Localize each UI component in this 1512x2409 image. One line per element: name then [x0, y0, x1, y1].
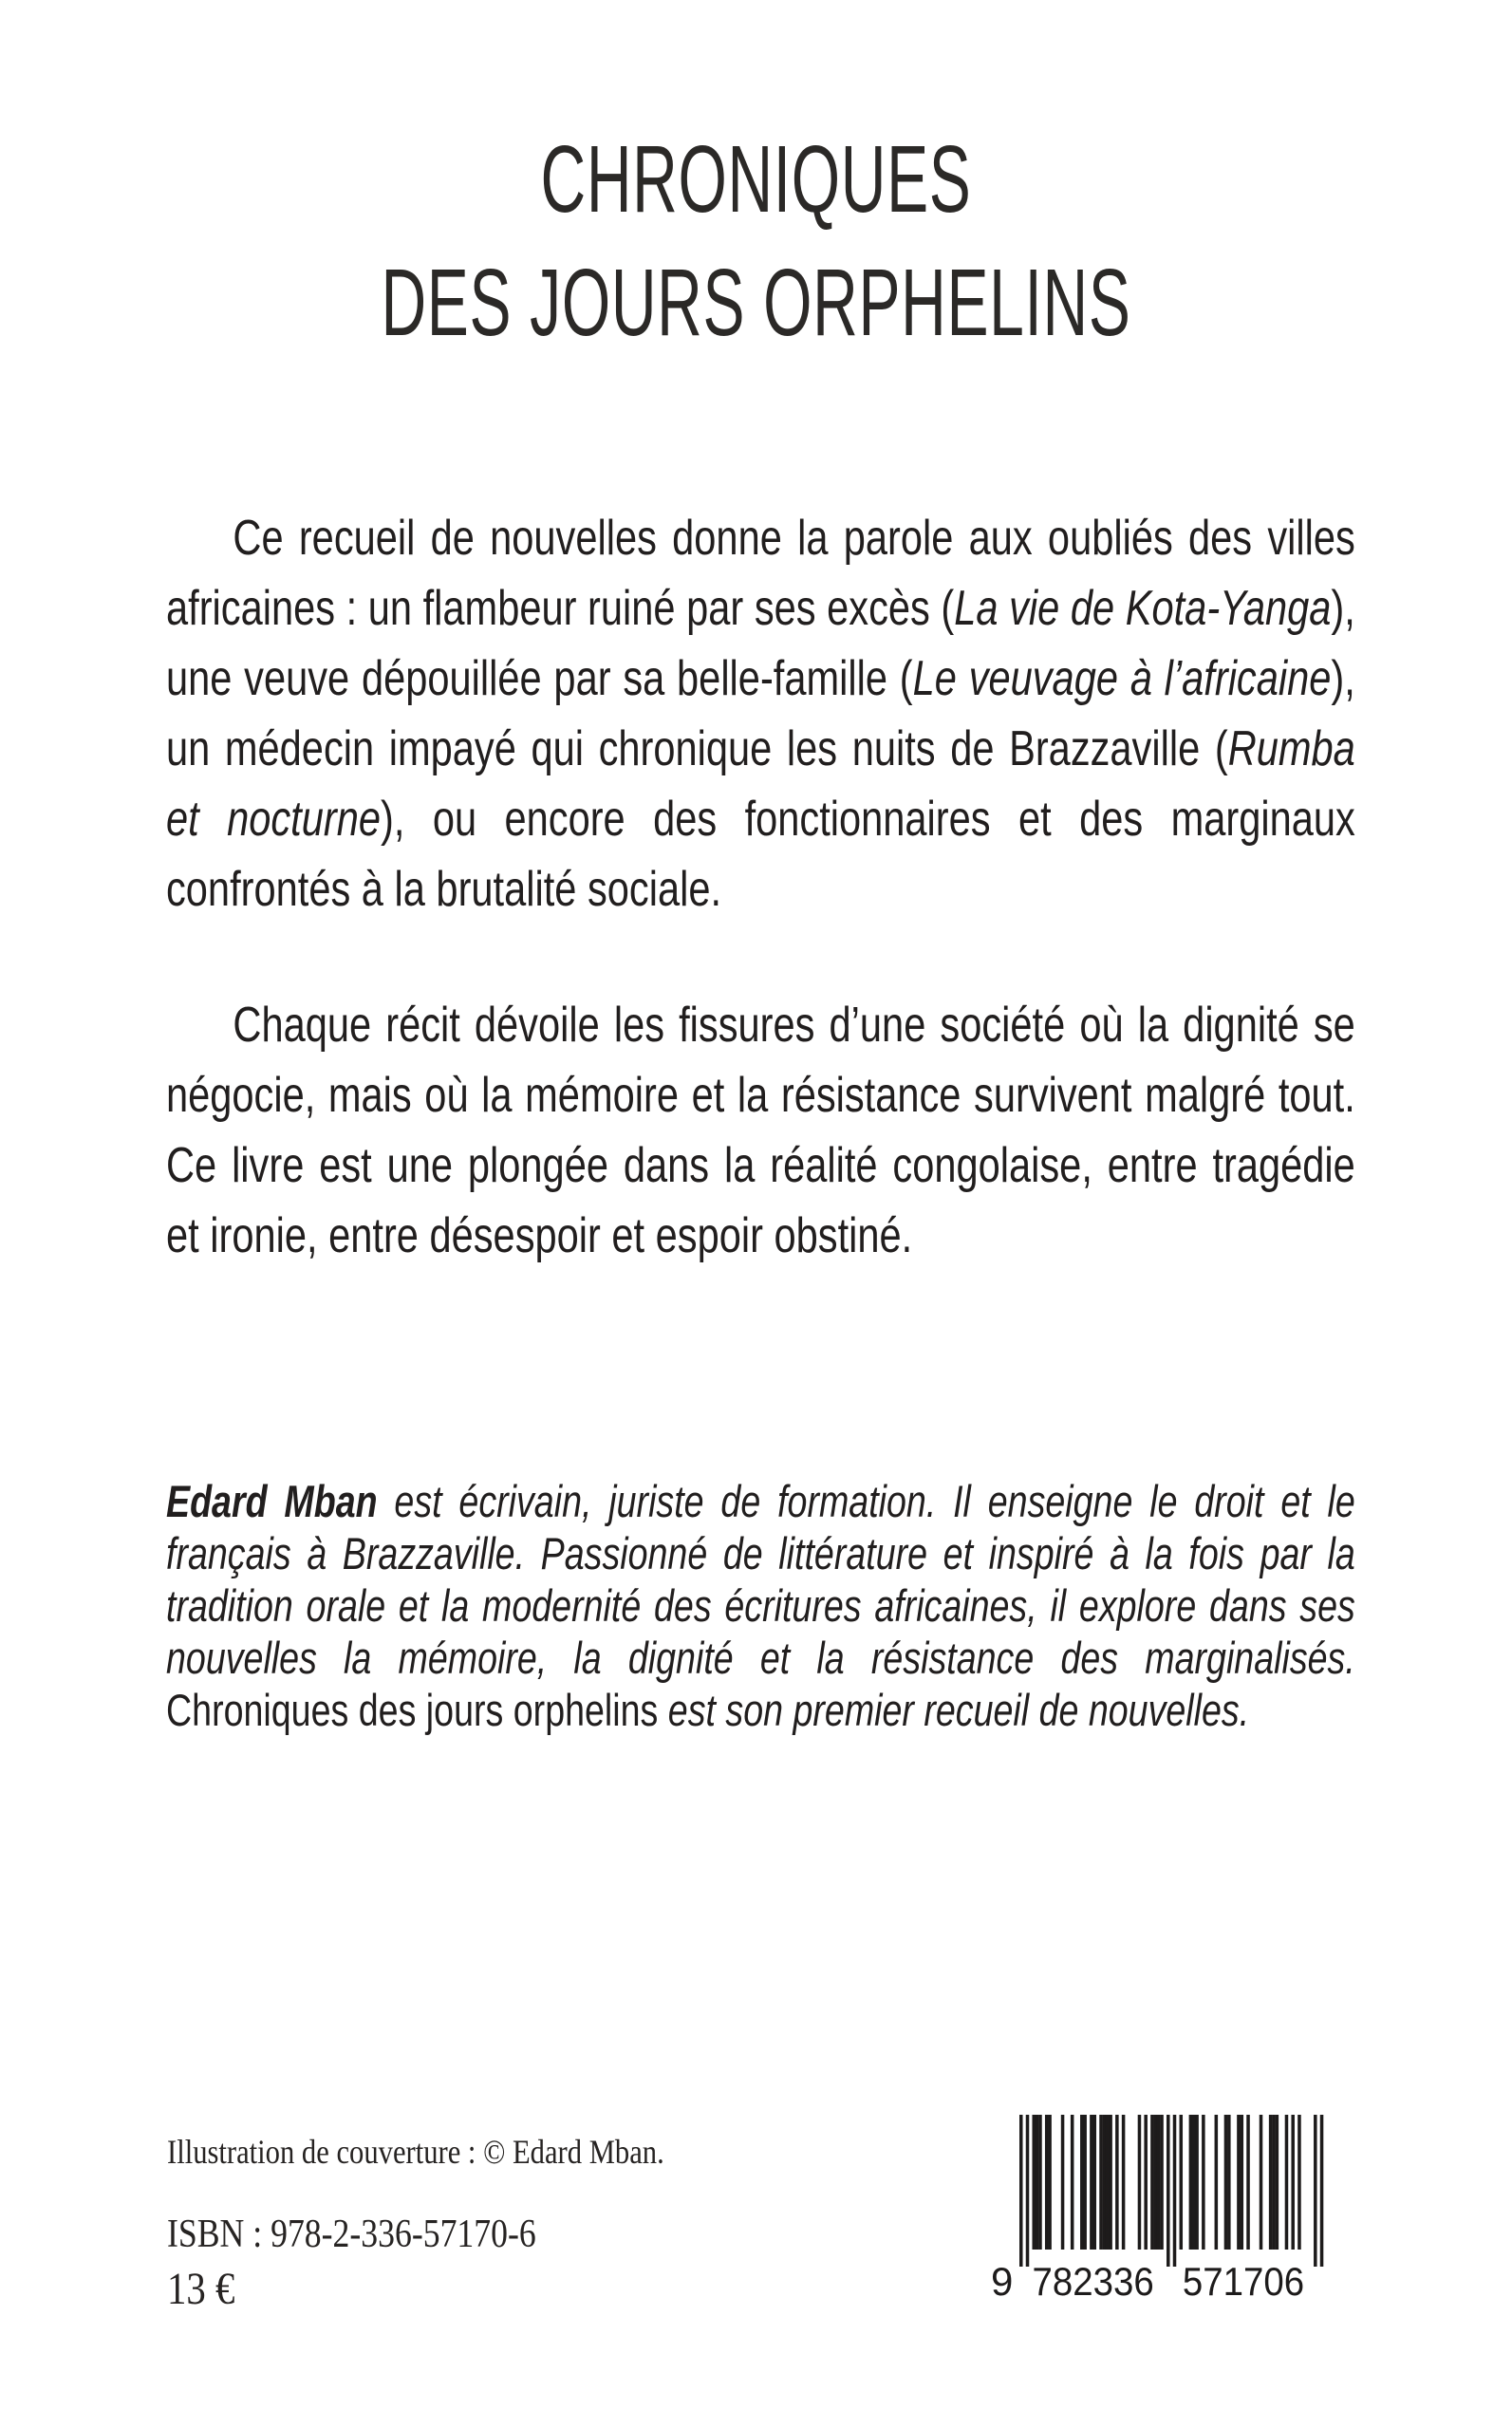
price-label: 13 € [167, 2264, 235, 2314]
book-title-line2: DES JOURS ORPHELINS [381, 250, 1131, 356]
text-segment: Le veuvage à l’africaine [912, 651, 1332, 706]
text-segment: Edard Mban [166, 1476, 378, 1526]
cover-illustration-credit: Illustration de couverture : © Edard Mban. [167, 2133, 664, 2171]
barcode-digits: 782336 [1032, 2259, 1154, 2304]
barcode-svg [989, 2115, 1331, 2314]
text-segment: La vie de Kota-Yanga [954, 581, 1332, 636]
text-segment: Ce recueil de nouvelles donne la parole aux oubliés des villes africaines : un flambeur ruiné par ses excès ( [166, 511, 1355, 636]
text-segment: Chroniques des jours orphelins [166, 1685, 659, 1735]
text-segment: ), ou encore des fonctionnaires et des marginaux confrontés à la brutalité sociale. [166, 792, 1355, 917]
text-segment: ), un médecin impayé qui chronique les nuits de Brazzaville ( [166, 651, 1355, 776]
text-segment: est écrivain, juriste de formation. Il enseigne le droit et le français à Brazzaville. Passionné de littérature et inspiré à la fois par la tradition orale et la modernité des écritures africaines, il explore dans ses nouvelles la mémoire, la dignité et la résistance des marginalisés. [166, 1476, 1355, 1683]
text-segment: ), une veuve dépouillée par sa belle-famille ( [166, 581, 1355, 706]
book-title-line1: CHRONIQUES [540, 126, 972, 233]
synopsis-paragraph-2 [166, 990, 1355, 1271]
author-bio [166, 1475, 1355, 1736]
isbn-label: ISBN : 978-2-336-57170-6 [167, 2213, 536, 2256]
synopsis-paragraph-1 [166, 503, 1355, 924]
barcode-digits: 9 [991, 2259, 1014, 2304]
text-segment: est son premier recueil de nouvelles. [658, 1685, 1250, 1735]
text-segment: Rumba et nocturne [166, 721, 1355, 847]
book-title [257, 118, 1255, 364]
barcode [989, 2115, 1331, 2314]
barcode-digits: 571706 [1182, 2259, 1305, 2304]
text-segment: Chaque récit dévoile les fissures d’une société où la dignité se négocie, mais où la mémoire et la résistance survivent malgré tout. Ce livre est une plongée dans la réalité congolaise, entre tragédie et ironie, entre désespoir et espoir obstiné. [166, 998, 1355, 1263]
